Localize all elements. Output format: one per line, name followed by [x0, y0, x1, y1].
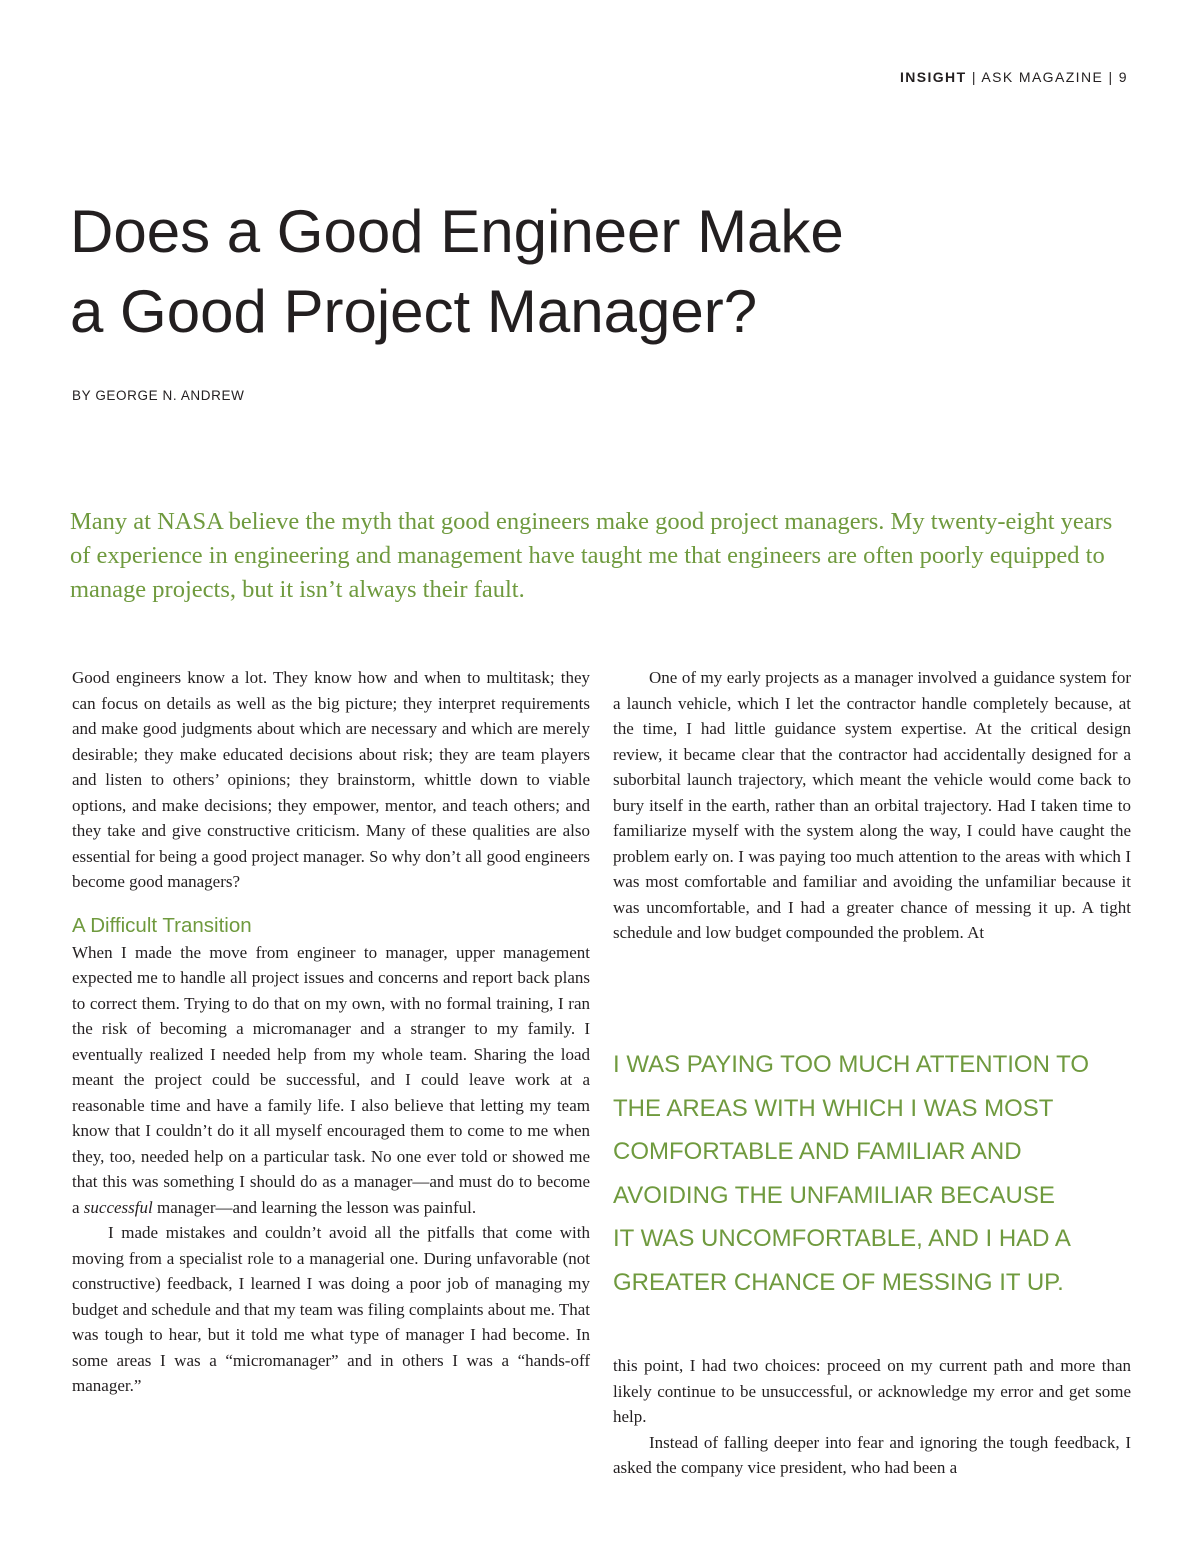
- article-title: [70, 192, 1070, 352]
- intro-deck: Many at NASA believe the myth that good engineers make good project managers. My twenty-eight years of experience in engineering and management have taught me that engineers are often poorly equipped to manage projects, but it isn’t always their fault.: [70, 508, 1113, 603]
- body-paragraph: this point, I had two choices: proceed on my current path and more than likely continue to be unsuccessful, or acknowledge my error and get some help.: [613, 1356, 1131, 1426]
- section-label: INSIGHT: [899, 69, 967, 85]
- pull-quote: [613, 1043, 1153, 1304]
- section-subhead: A Difficult Transition: [72, 913, 252, 937]
- title-line-1: Does a Good Engineer Make: [70, 198, 844, 265]
- pull-quote-line: GREATER CHANCE OF MESSING IT UP.: [613, 1268, 1064, 1296]
- title-line-2: a Good Project Manager?: [70, 278, 758, 345]
- paragraph-text: manager—and learning the lesson was painful.: [152, 1197, 477, 1217]
- body-paragraph: Instead of falling deeper into fear and ignoring the tough feedback, I asked the company vice president, who had been a: [613, 1432, 1131, 1477]
- body-paragraph: [72, 940, 590, 1221]
- pull-quote-line: IT WAS UNCOMFORTABLE, AND I HAD A: [613, 1225, 1071, 1252]
- byline: BY GEORGE N. ANDREW: [72, 388, 245, 403]
- running-header: [900, 69, 1128, 85]
- pull-quote-line: I WAS PAYING TOO MUCH ATTENTION TO: [613, 1051, 1090, 1078]
- pull-quote-line: AVOIDING THE UNFAMILIAR BECAUSE: [613, 1181, 1055, 1209]
- column-right-top: [613, 665, 1131, 946]
- body-paragraph: Good engineers know a lot. They know how and when to multitask; they can focus on details as well as the big picture; they interpret requirements and make good judgments about which are necessary and which are merely desirable; they make educated decisions about risk; they are team players and listen to others’ opinions; they brainstorm, whittle down to viable options, and make decisions; they empower, mentor, and teach others; and they take and give constructive criticism. Many of these qualities are also essential for being a good project manager. So why don’t all good engineers become good managers?: [72, 668, 590, 891]
- italic-emphasis: successful: [83, 1197, 153, 1217]
- column-left: [72, 665, 590, 1399]
- pull-quote-line: COMFORTABLE AND FAMILIAR AND: [613, 1138, 1022, 1165]
- paragraph-text: When I made the move from engineer to manager, upper management expected me to handle all project issues and concerns and report back plans to correct them. Trying to do that on my own, with no formal training, I ran the risk of becoming a micromanager and a stranger to my family. I eventually realized I needed help from my whole team. Sharing the load meant the project could be successful, and I could leave work at a reasonable time and have a family life. I also believe that letting my team know that I couldn’t do it all myself encouraged them to come to me when they, too, needed help on a particular task. No one ever told or showed me that this was something I should do as a manager—and must do to become a: [72, 942, 590, 1217]
- pull-quote-line: THE AREAS WITH WHICH I WAS MOST: [613, 1094, 1054, 1122]
- column-right-bottom: [613, 1353, 1131, 1481]
- magazine-page-label: | ASK MAGAZINE | 9: [966, 69, 1128, 85]
- body-paragraph: I made mistakes and couldn’t avoid all the pitfalls that come with moving from a specialist role to a managerial one. During unfavorable (not constructive) feedback, I learned I was doing a poor job of managing my budget and schedule and that my team was filing complaints about me. That was tough to hear, but it told me what type of manager I had become. In some areas I was a “micromanager” and in others I was a “hands-off manager.”: [72, 1223, 590, 1395]
- body-paragraph: One of my early projects as a manager involved a guidance system for a launch vehicle, which I let the contractor handle completely because, at the time, I had little guidance system expertise. At the critical design review, it became clear that the contractor had accidentally designed for a suborbital launch trajectory, which meant the vehicle would come back to bury itself in the earth, rather than an orbital trajectory. Had I taken time to familiarize myself with the system along the way, I could have caught the problem early on. I was paying too much attention to the areas with which I was most comfortable and familiar and avoiding the unfamiliar because it was uncomfortable, and I had a greater chance of messing it up. A tight schedule and low budget compounded the problem. At: [613, 668, 1131, 942]
